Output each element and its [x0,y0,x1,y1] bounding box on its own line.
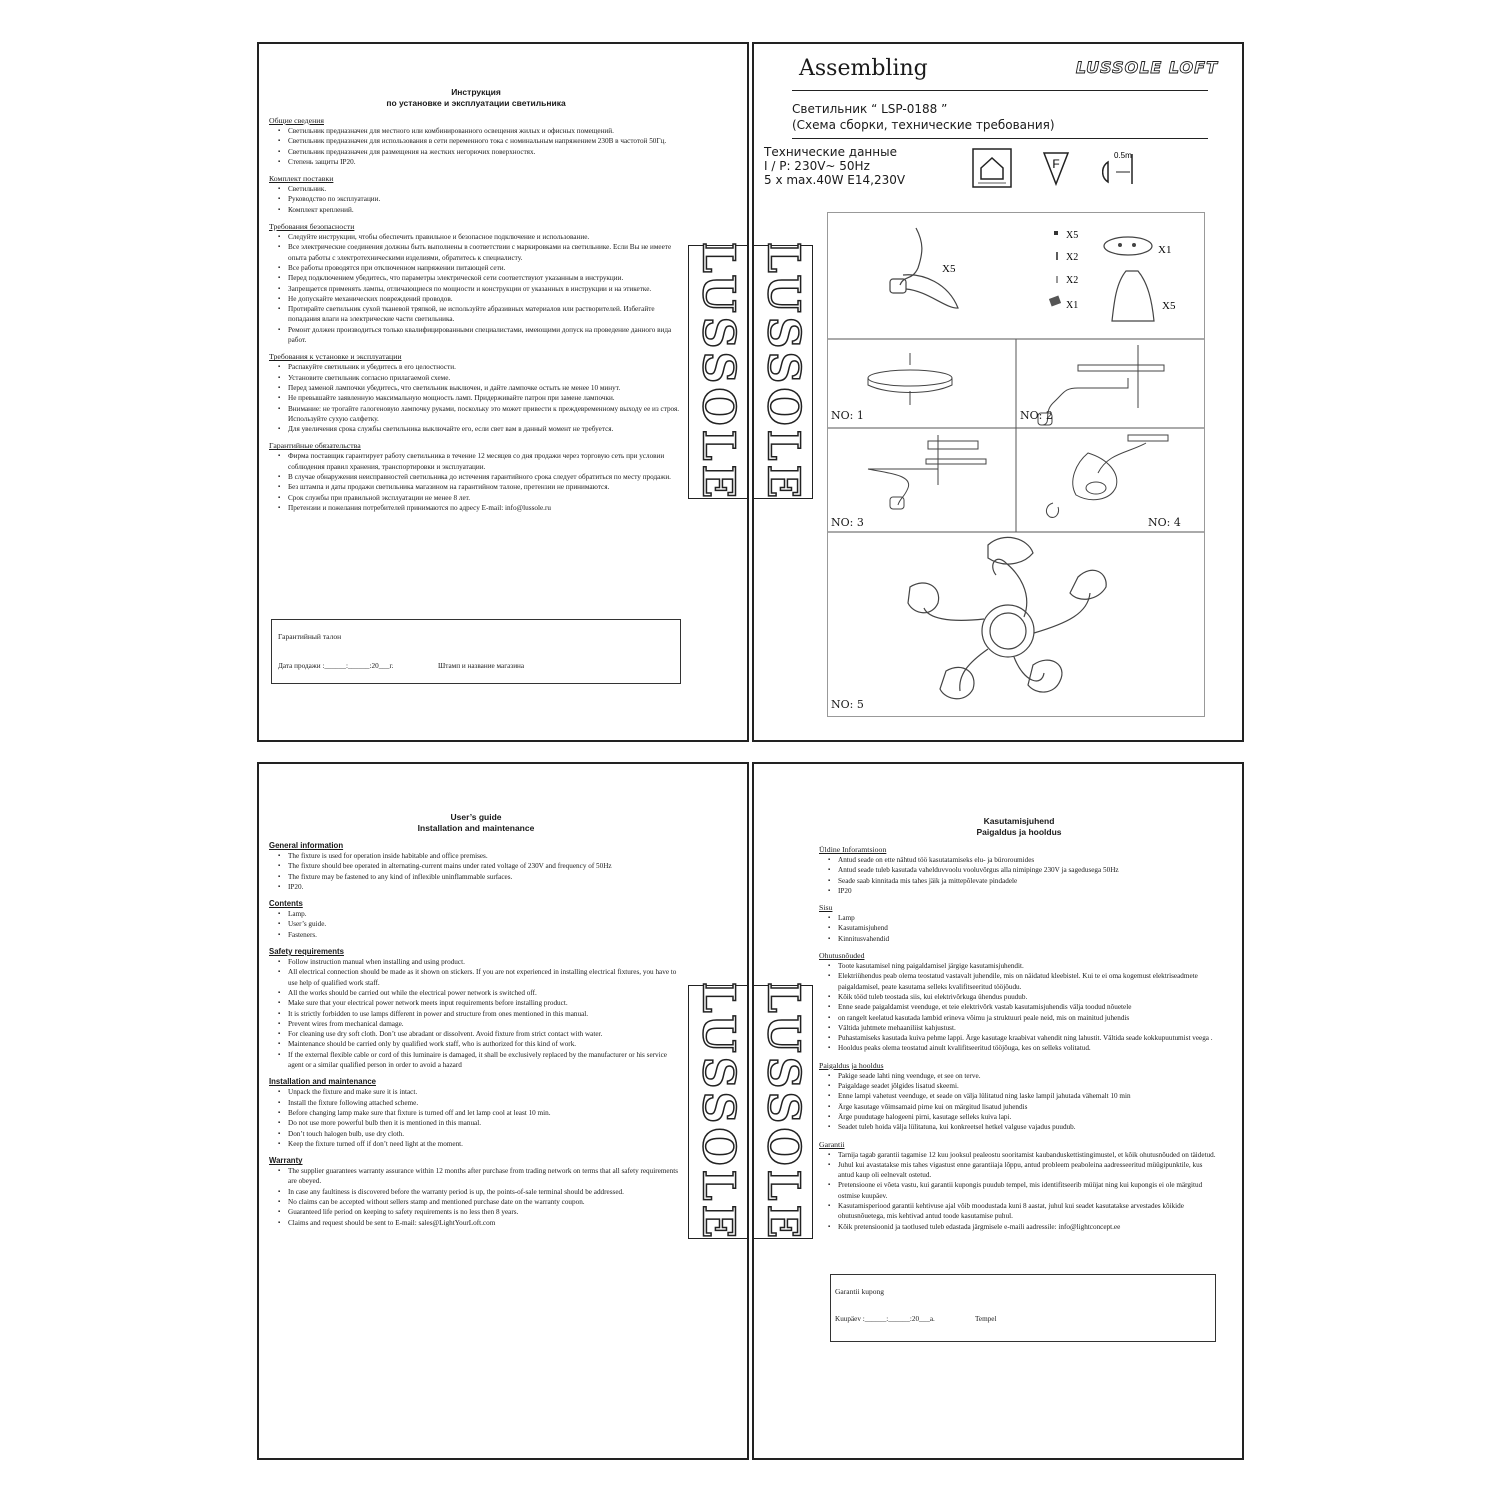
page-title: User’s guide [450,812,502,822]
section-list [269,451,683,513]
page-subtitle: Paigaldus ja hooldus [976,827,1062,837]
page-subtitle: Installation and maintenance [417,823,535,833]
list-item: ▪ Maintenance should be carried only by qualified work staff, who is authorized for this kind of work. [269,1039,683,1049]
section [269,352,683,434]
section [269,1077,683,1149]
warranty-date: Kuupäev :______:______:20___a. [835,1315,935,1323]
list-item: ▪ Lamp. [269,909,683,919]
f-mark-letter: F [1052,157,1060,171]
list-item: ▪ Kinnitusvahendid [819,934,1219,944]
brand-tab-logo: LUSSOLE [692,241,744,503]
label-x5-screws: X5 [1066,230,1079,241]
list-item: ▪ The fixture may be fastened to any kind of inflexible uninflammable surfaces. [269,872,683,882]
list-item: ▪ It is strictly forbidden to use lamps different in power and structure from ones mentioned in this manual. [269,1009,683,1019]
brand-tab-left-top [688,241,748,503]
list-item: ▪ IP20. [269,882,683,892]
section-list [269,184,683,215]
list-item: ▪ User’s guide. [269,919,683,929]
list-item: ▪ Antud seade tuleb kasutada vahelduvvoolu vooluvõrgus alla nimipinge 230V ja sagedusega 50Hz [819,865,1219,875]
label-x5-lamp: X5 [942,263,956,275]
list-item: ▪ The fixture should bee operated in alternating-current mains under rated voltage of 230V and frequency of 50Hz [269,861,683,871]
divider [792,138,1208,139]
list-item: ▪ Antud seade on ette nähtud töö kasutatamiseks elu- ja büroroumides [819,855,1219,865]
screw-part [1054,231,1058,235]
list-item: ▪ Ремонт должен производиться только квалифицированными специалистами, имеющими допуск на проведение данного вида работ. [269,325,683,346]
section-heading: Contents [269,899,303,909]
page-estonian-guide [752,762,1244,1460]
section-list [819,913,1219,944]
warranty-coupon-title: Гарантийный талон [278,632,342,641]
list-item: ▪ Для увеличения срока службы светильника выключайте его, если свет вам в данный момент не требуется. [269,424,683,434]
section-heading: Общие сведения [269,116,324,125]
section [819,951,1219,1054]
list-item: ▪ Before changing lamp make sure that fixture is turned off and let lamp cool at least 10 min. [269,1108,683,1118]
list-item: ▪ Enne seade paigaldamist veenduge, et teie elektrivõrk vastab kasutamisjuhendis välja toodud nõuetele [819,1002,1219,1012]
document-body [269,812,683,1228]
section [819,845,1219,896]
list-item: ▪ Запрещается применять лампы, отличающиеся по мощности и конструкции от указанных в инструкции и на этикетке. [269,284,683,294]
section-heading: Installation and maintenance [269,1077,377,1087]
assembly-drawings [828,213,1204,716]
tech-voltage: I / P: 230V~ 50Hz [764,159,870,173]
list-item: ▪ Светильник предназначен для местного или комбинированного освещения жилых и офисных помещений. [269,126,683,136]
list-item: ▪ Kasutamisjuhend [819,923,1219,933]
section-list [269,232,683,345]
warranty-coupon-box [271,619,681,684]
section-heading: Гарантийные обязательства [269,441,361,451]
section [269,222,683,345]
section [269,899,683,940]
section-heading: Paigaldus ja hooldus [819,1060,884,1070]
step-1-label: NO: 1 [831,409,864,422]
document-body [819,816,1219,1232]
label-x1-plate: X1 [1158,244,1172,256]
list-item: ▪ Степень защиты IP20. [269,157,683,167]
section [269,947,683,1070]
list-item: ▪ The fixture is used for operation inside habitable and office premises. [269,851,683,861]
list-item: ▪ Фирма поставщик гарантирует работу светильника в течение 12 месяцев со дня продажи через торговую сеть при условии соблюдения правил хранения, транспортировки и эксплуатации. [269,451,683,472]
step-5-drawing [908,537,1106,698]
section-heading: Garantii [819,1139,845,1149]
list-item: ▪ Все электрические соединения должны быть выполнены в соответствии с маркировками на светильнике. Если Вы не имеете опыта работы с электротехническими изделиями, обратитесь к специалисту. [269,242,683,263]
list-item: ▪ Puhastamiseks kasutada kuiva pehme lappi. Ärge kasutage kraabivat vahendit ning lahustit. Vältida seade kokkupuutumist veega . [819,1033,1219,1043]
step-2-label: NO: 2 [1020,409,1053,422]
section-heading: Üldine Inforamtsioon [819,845,887,854]
section-list [269,126,683,167]
list-item: ▪ Светильник. [269,184,683,194]
warranty-coupon-box [830,1274,1216,1342]
page-title: Инструкция [451,87,501,97]
section-list [819,961,1219,1054]
model-subtitle: (Схема сборки, технические требования) [792,118,1055,132]
list-item: ▪ Toote kasutamisel ning paigaldamisel järgige kasutamisjuhendit. [819,961,1219,971]
list-item: ▪ Juhul kui avastatakse mis tahes vigastust enne garantiiaja lõppu, antud probleem peaboleina aadresseeritud müügipunktile, kus antud kaup oli eelnevalt ostetud. [819,1160,1219,1181]
section-list [819,1071,1219,1133]
distance-icon [1102,148,1142,186]
list-item: ▪ Руководство по эксплуатации. [269,194,683,204]
list-item: ▪ Перед подключением убедитесь, что параметры электрической сети соответствуют указанным в инструкции. [269,273,683,283]
list-item: ▪ Guaranteed life period on keeping to safety requirements is no less then 8 years. [269,1207,683,1217]
page-assembling [752,42,1244,742]
list-item: ▪ Светильник предназначен для размещения на жестких негорючих поверхностях. [269,147,683,157]
list-item: ▪ Перед заменой лампочки убедитесь, что светильник выключен, и дайте лампочке остыть не менее 10 минут. [269,383,683,393]
assembling-title: Assembling [799,56,928,81]
list-item: ▪ Установите светильник согласно прилагаемой схеме. [269,373,683,383]
warranty-stamp-label: Штамп и название магазина [438,662,525,670]
section [819,1140,1219,1232]
section-heading: Требования к установке и эксплуатации [269,352,402,362]
step-3-label: NO: 3 [831,516,864,529]
distance-label: 0.5m [1114,151,1132,160]
list-item: ▪ In case any faultiness is discovered before the warranty period is up, the points-of-sale terminal should be addressed. [269,1187,683,1197]
section [269,174,683,215]
list-item: ▪ Elektriühendus peab olema teostatud vastavalt juhendile, mis on näidatud kleebistel. Kui te ei oma kogemust elektriseadmete paigaldamisel, peate kasutama selleks kvalifitseeritud tööjõudu. [819,971,1219,992]
label-x2-b: X2 [1066,275,1079,286]
list-item: ▪ В случае обнаружения неисправностей светильника до истечения гарантийного срока следует обратиться по месту продажи. [269,472,683,482]
list-item: ▪ IP20 [819,886,1219,896]
warranty-sale-date: Дата продажи :______:______:20___г. [278,662,394,670]
list-item: ▪ Hooldus peaks olema teostatud ainult kvalifitseeritud tööjõuga, kes on selleks volitatud. [819,1043,1219,1053]
section [269,841,683,892]
section-heading: Safety requirements [269,947,344,957]
glass-shade-part [1112,271,1154,321]
section-list [269,362,683,434]
list-item: ▪ Ärge kasutage võimsamaid pirne kui on märgitud lisatud juhendis [819,1102,1219,1112]
brand-tab-right-bottom [753,981,813,1243]
list-item: ▪ Pretensioone ei võeta vastu, kui garantii kupongis puudub tempel, mis identifitseerib müüjat ning kui kupongis ei ole märgitud ostmise kuupäev. [819,1180,1219,1201]
label-x2-a: X2 [1066,252,1079,263]
list-item: ▪ Unpack the fixture and make sure it is intact. [269,1087,683,1097]
list-item: ▪ Не допускайте механических повреждений проводов. [269,294,683,304]
page-english-guide [257,762,749,1460]
page-russian-instructions [257,42,749,742]
list-item: ▪ Внимание: не трогайте галогеновую лампочку руками, поскольку это может привести к преждевременному выходу ее из строя. Используйте сухую салфетку. [269,404,683,425]
list-item: ▪ Seadet tuleb hoida välja lülitatuna, kui konkreetsel hetkel valguse vajadus puudub. [819,1122,1219,1132]
section-heading: Комплект поставки [269,174,334,184]
sections [269,116,683,513]
list-item: ▪ Do not use more powerful bulb then it is mentioned in this manual. [269,1118,683,1128]
list-item: ▪ Don’t touch halogen bulb, use dry cloth. [269,1129,683,1139]
step-4-drawing [1046,435,1168,517]
brand-tab-left-bottom [688,981,748,1243]
indoor-use-icon [972,148,1012,188]
warranty-stamp-label: Tempel [975,1315,997,1323]
list-item: ▪ Следуйте инструкции, чтобы обеспечить правильное и безопасное подключение и использование. [269,232,683,242]
divider [792,90,1208,91]
list-item: ▪ Срок службы при правильной эксплуатации не менее 8 лет. [269,493,683,503]
list-item: ▪ Install the fixture following attached scheme. [269,1098,683,1108]
terminal-block-part [1049,296,1061,307]
section-list [269,851,683,892]
section [269,441,683,513]
step-4-label: NO: 4 [1148,516,1181,529]
list-item: ▪ Tarnija tagab garantii tagamise 12 kuu jooksul pealeostu sooritamist kaubanduskettistingimustel, et kõik ohutusnõuded on täidetud. [819,1150,1219,1160]
section-heading: Требования безопасности [269,222,355,232]
section-list [269,957,683,1070]
list-item: ▪ Paigaldage seadet jõlgides lisatud skeemi. [819,1081,1219,1091]
list-item: ▪ Претензии и пожелания потребителей принимаются по адресу E-mail: info@lussole.ru [269,503,683,513]
list-item: ▪ Без штампа и даты продажи светильника магазином на гарантийном талоне, претензии не принимаются. [269,482,683,492]
tech-lamps: 5 x max.40W E14,230V [764,173,906,187]
list-item: ▪ All the works should be carried out while the electrical power network is switched off. [269,988,683,998]
section [269,1156,683,1228]
list-item: ▪ Fasteners. [269,930,683,940]
list-item: ▪ Prevent wires from mechanical damage. [269,1019,683,1029]
document-body [269,87,683,513]
label-x1-block: X1 [1066,300,1079,311]
list-item: ▪ For cleaning use dry soft cloth. Don’t use abradant or dissolvent. Avoid fixture from strict contact with water. [269,1029,683,1039]
f-mark-icon [1042,150,1070,186]
technical-data [764,145,905,187]
section [819,1061,1219,1133]
page-subtitle: по установке и эксплуатации светильника [386,98,566,108]
list-item: ▪ Протирайте светильник сухой тканевой тряпкой, не используйте абразивных материалов или растворителей. Избегайте попадания влаги на электрические части светильника. [269,304,683,325]
step-3-drawing [868,435,986,509]
list-item: ▪ Светильник предназначен для использования в сети переменного тока с номинальным напряжением 230В в частотой 50Гц. [269,136,683,146]
section-heading: Sisu [819,903,833,913]
list-item: ▪ on rangelt keelatud kasutada lambid erineva võimu ja struktuuri peale neid, mis on mainitud juhendis [819,1013,1219,1023]
list-item: ▪ Kõik pretensioonid ja taotlused tuleb edastada järgmisele e-maili aadressile: info@lightconcept.ee [819,1222,1219,1232]
sections [819,845,1219,1232]
list-item: ▪ No claims can be accepted without sellers stamp and mentioned purchase date on the warranty coupon. [269,1197,683,1207]
model-line: Светильник “ LSP-0188 ” [792,102,948,116]
list-item: ▪ Распакуйте светильник и убедитесь в его целостности. [269,362,683,372]
list-item: ▪ Pakige seade lahti ning veenduge, et see on terve. [819,1071,1219,1081]
section-list [819,855,1219,896]
list-item: ▪ The supplier guarantees warranty assurance within 12 months after purchase from trading network on terms that all safety requirements are obeyed. [269,1166,683,1187]
sections [269,841,683,1228]
warranty-coupon-title: Garantii kupong [835,1287,884,1296]
section-heading: General information [269,841,344,850]
list-item: ▪ Make sure that your electrical power network meets input requirements before installing product. [269,998,683,1008]
step-2-drawing [1038,345,1164,425]
list-item: ▪ Follow instruction manual when installing and using product. [269,957,683,967]
list-item: ▪ If the external flexible cable or cord of this luminaire is damaged, it shall be exclusively replaced by the manufacturer or his service agent or a similar qualified person in order to avoid a hazard [269,1050,683,1071]
list-item: ▪ Не превышайте заявленную максимальную мощность ламп. Придерживайте патрон при замене лампочки. [269,393,683,403]
list-item: ▪ Lamp [819,913,1219,923]
list-item: ▪ Seade saab kinnitada mis tahes jäik ja mittepõlevate pindadele [819,876,1219,886]
brand-logo: LUSSOLE LOFT [1075,58,1218,77]
section-list [269,1166,683,1228]
section-heading: Warranty [269,1156,303,1166]
list-item: ▪ Vältida juhtmete mehaaniliist kahjustust. [819,1023,1219,1033]
assembly-diagram [827,212,1205,717]
section-heading: Ohutusnõuded [819,951,865,961]
brand-tab-logo: LUSSOLE [757,241,809,503]
list-item: ▪ Keep the fixture turned off if don’t need light at the moment. [269,1139,683,1149]
section-list [269,1087,683,1149]
tech-title: Технические данные [764,145,897,159]
list-item: ▪ Claims and request should be sent to E-mail: sales@LightYourLoft.com [269,1218,683,1228]
brand-tab-right-top [753,241,813,503]
brand-tab-logo: LUSSOLE [757,981,809,1243]
section [819,903,1219,944]
step-1-drawing [868,353,952,405]
step-5-label: NO: 5 [831,698,864,711]
model-heading [792,101,1055,133]
list-item: ▪ All electrical connection should be made as it shown on stickers. If you are not experienced in installing electrical fixtures, you have to use help of qualified work staff. [269,967,683,988]
section-list [819,1150,1219,1232]
section [269,116,683,167]
label-x5-shade: X5 [1162,300,1176,312]
list-item: ▪ Комплект креплений. [269,205,683,215]
list-item: ▪ Kasutamisperiood garantii kehtivuse ajal võib moodustada kuni 8 aastat, juhul kui seadet kasutatakse arvestades kõikide ohutusnõuetega, mis kehtivad antud toode kasutamise puhul. [819,1201,1219,1222]
brand-tab-logo: LUSSOLE [692,981,744,1243]
list-item: ▪ Все работы проводятся при отключенном напряжении питающей сети. [269,263,683,273]
list-item: ▪ Enne lampi vahetust veenduge, et seade on välja lülitatud ning laske lampil jahutada vähemalt 10 min [819,1091,1219,1101]
section-list [269,909,683,940]
mounting-plate-part [1104,237,1152,255]
page-title: Kasutamisjuhend [983,816,1055,826]
list-item: ▪ Ärge puudutage halogeeni pirni, kasutage selleks kuiva lapi. [819,1112,1219,1122]
list-item: ▪ Kõik tööd tuleb teostada siis, kui elektrivõrkuga ühendus puudub. [819,992,1219,1002]
